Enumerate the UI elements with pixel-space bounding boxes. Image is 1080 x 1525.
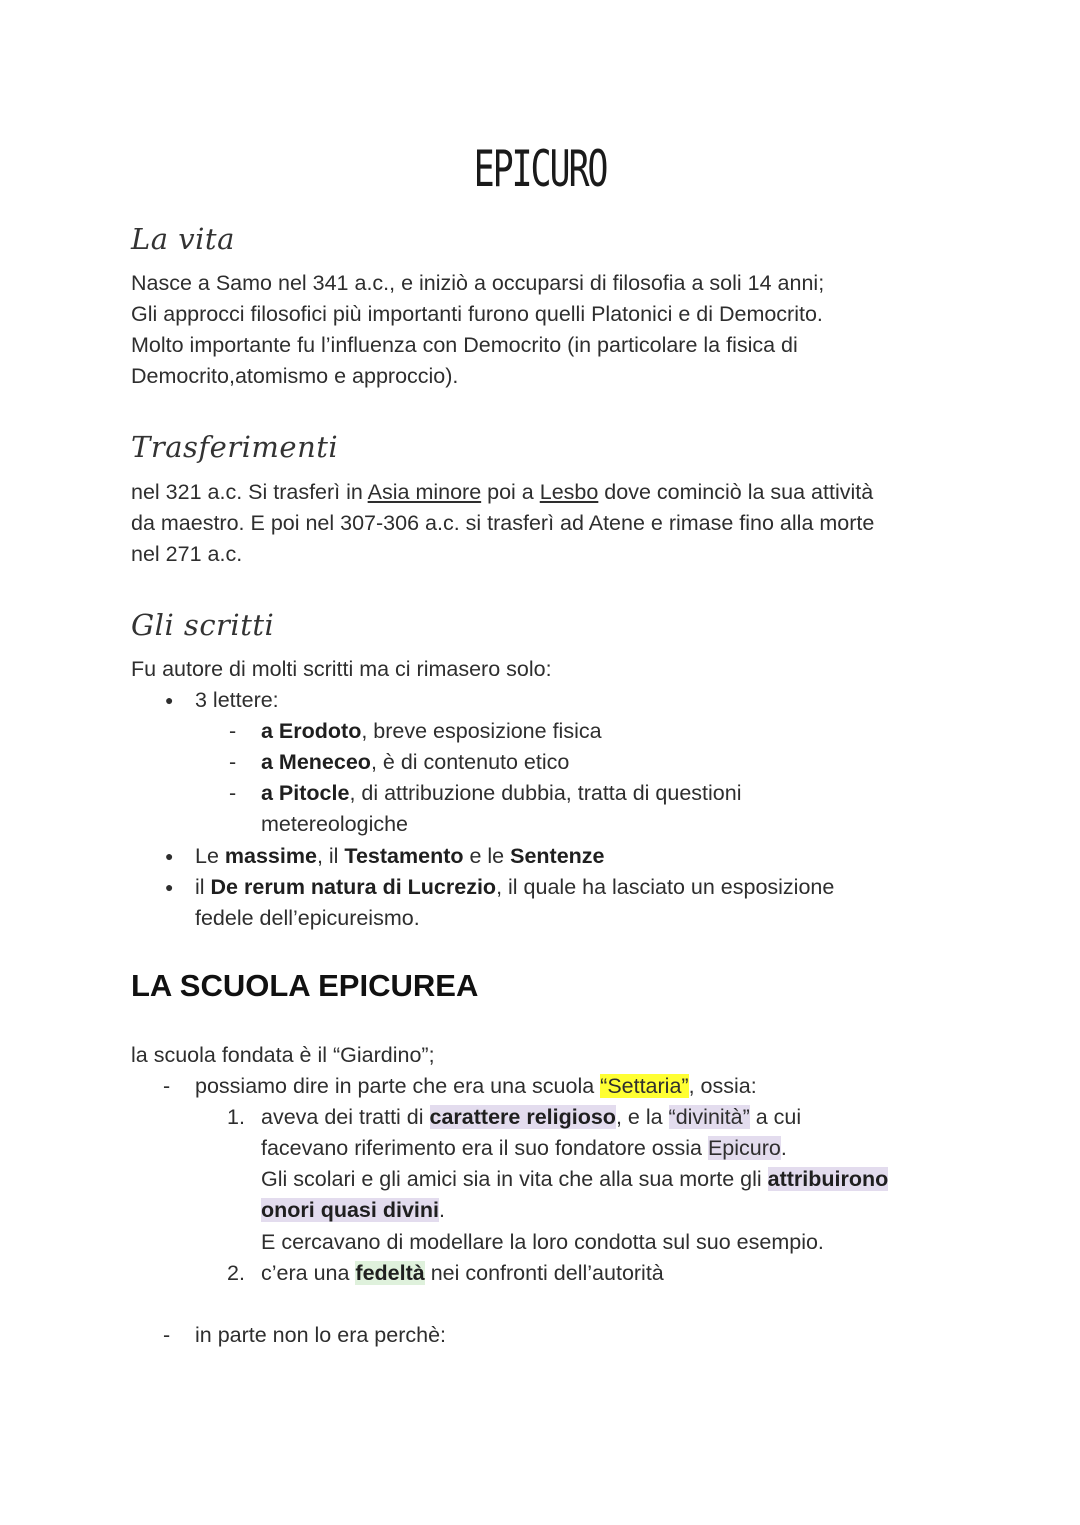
- list-item-religioso-cont: E cercavano di modellare la loro condotta sul suo esempio.: [261, 1230, 824, 1254]
- dash-marker: -: [163, 1323, 171, 1347]
- vita-line: Nasce a Samo nel 341 a.c., e iniziò a occuparsi di filosofia a soli 14 anni;: [131, 271, 825, 295]
- list-item-non-settaria: in parte non lo era perchè:: [195, 1323, 446, 1347]
- heading-gli-scritti: Gli scritti: [131, 608, 275, 642]
- vita-line: Gli approcci filosofici più importanti furono quelli Platonici e di Democrito.: [131, 302, 823, 326]
- heading-scuola-epicurea: LA SCUOLA EPICUREA: [131, 968, 479, 1003]
- trasferimenti-line: da maestro. E poi nel 307-306 a.c. si trasferì ad Atene e rimase fino alla morte: [131, 511, 875, 535]
- list-item-religioso-cont: facevano riferimento era il suo fondatore ossia Epicuro.: [261, 1136, 787, 1160]
- list-item-lucrezio: il De rerum natura di Lucrezio, il quale ha lasciato un esposizione: [195, 875, 835, 899]
- trasferimenti-line: nel 271 a.c.: [131, 542, 243, 566]
- list-item-pitocle: a Pitocle, di attribuzione dubbia, tratta di questioni: [261, 781, 742, 805]
- heading-la-vita: La vita: [131, 222, 235, 256]
- heading-trasferimenti: Trasferimenti: [131, 430, 339, 464]
- list-item-lettere: 3 lettere:: [195, 688, 279, 712]
- highlight-epicuro: Epicuro: [707, 1136, 781, 1160]
- page-title: EPICURO: [473, 140, 607, 198]
- scritti-intro: Fu autore di molti scritti ma ci rimasero solo:: [131, 657, 552, 681]
- highlight-onori: onori quasi divini: [261, 1198, 439, 1222]
- highlight-carattere-religioso: carattere religioso: [429, 1105, 616, 1129]
- highlight-divinita: “divinità”: [668, 1105, 750, 1129]
- asia-minore-text: Asia minore: [367, 480, 482, 504]
- dash-marker: -: [163, 1074, 171, 1098]
- list-item-lucrezio-cont: fedele dell’epicureismo.: [195, 906, 420, 930]
- highlight-settaria: “Settaria”: [600, 1074, 689, 1098]
- list-item-meneceo: a Meneceo, è di contenuto etico: [261, 750, 570, 774]
- number-marker: 1.: [227, 1105, 245, 1129]
- list-item-massime: Le massime, il Testamento e le Sentenze: [195, 844, 605, 868]
- list-item-pitocle-cont: metereologiche: [261, 812, 409, 836]
- bullet-dot: ●: [165, 848, 174, 864]
- scuola-intro: la scuola fondata è il “Giardino”;: [131, 1043, 435, 1067]
- bullet-dot: ●: [165, 879, 174, 895]
- number-marker: 2.: [227, 1261, 245, 1285]
- lesbo-text: Lesbo: [539, 480, 599, 504]
- list-item-erodoto: a Erodoto, breve esposizione fisica: [261, 719, 602, 743]
- dash-marker: -: [229, 719, 237, 743]
- list-item-fedelta: c’era una fedeltà nei confronti dell’autorità: [261, 1261, 664, 1285]
- list-item-religioso-cont: Gli scolari e gli amici sia in vita che alla sua morte gli attribuirono: [261, 1167, 889, 1191]
- list-item-settaria: possiamo dire in parte che era una scuola “Settaria”, ossia:: [195, 1074, 757, 1098]
- trasferimenti-line: nel 321 a.c. Si trasferì in Asia minore poi a Lesbo dove cominciò la sua attività: [131, 480, 874, 504]
- dash-marker: -: [229, 781, 237, 805]
- bullet-dot: ●: [165, 692, 174, 708]
- dash-marker: -: [229, 750, 237, 774]
- list-item-religioso-cont: onori quasi divini.: [261, 1198, 445, 1222]
- highlight-fedelta: fedeltà: [355, 1261, 425, 1285]
- highlight-attribuirono: attribuirono: [767, 1167, 889, 1191]
- paragraph-vita: [131, 268, 961, 392]
- list-item-religioso: aveva dei tratti di carattere religioso, e la “divinità” a cui: [261, 1105, 802, 1129]
- vita-line: Molto importante fu l’influenza con Democrito (in particolare la fisica di: [131, 333, 798, 357]
- vita-line: Democrito,atomismo e approccio).: [131, 364, 459, 388]
- paragraph-trasferimenti: [131, 477, 961, 570]
